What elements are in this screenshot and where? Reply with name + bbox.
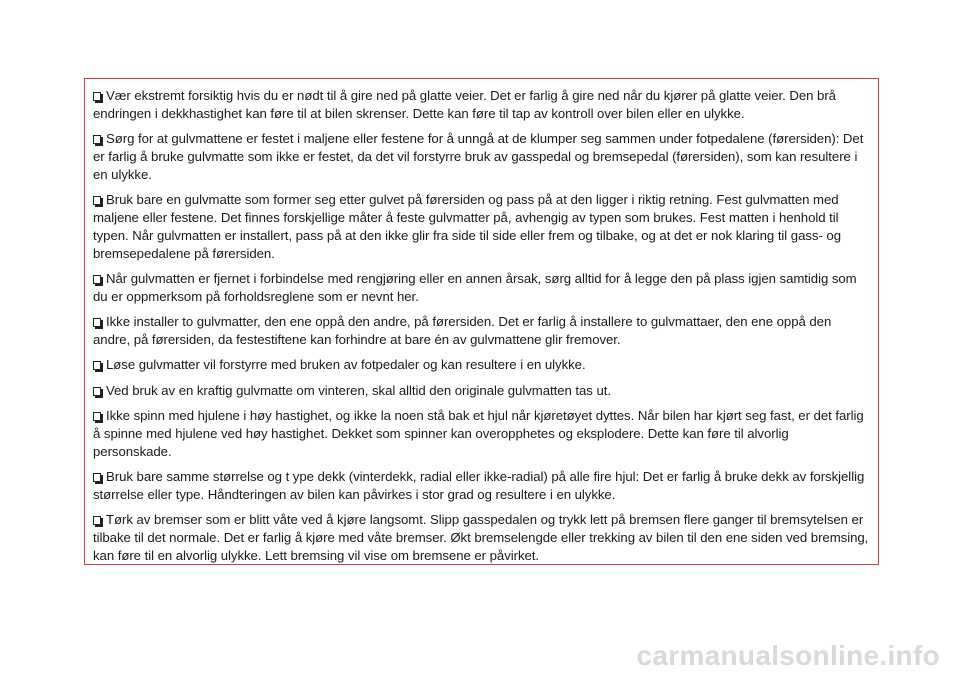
warning-item [93,130,870,183]
warning-item-text: Løse gulvmatter vil forstyrre med bruken av fotpedaler og kan resultere i en ulykke. [106,357,586,373]
checkbox-bullet-icon [93,275,101,284]
warning-item [93,382,870,400]
checkbox-bullet-icon [93,318,101,327]
checkbox-bullet-icon [93,361,101,370]
warning-item-text: Bruk bare en gulvmatte som former seg etter gulvet på førersiden og pass på at den ligger i riktig retning. Fest gulvmatten med maljene eller festene. Det finnes forskjellige måter å feste gulvmatter på, avhengig av typen som brukes. Fest matten i henhold til typen. Når gulvmatten er installert, pass på at den ikke glir fra side til side eller frem og tilbake, og at det er nok klaring til gass- og bremsepedalene på førersiden. [93,192,841,261]
warning-item [93,87,870,123]
warning-item-text: Sørg for at gulvmattene er festet i maljene eller festene for å unngå at de klumper seg sammen under fotpedalene (førersiden): Det er farlig å bruke gulvmatte som ikke er festet, da det vil forstyrre bruk av gasspedal og bremsepedal (førersiden), som kan resultere i en ulykke. [93,131,864,182]
checkbox-bullet-icon [93,473,101,482]
warning-item-text: Tørk av bremser som er blitt våte ved å kjøre langsomt. Slipp gasspedalen og trykk lett på bremsen flere ganger til bremsytelsen er tilbake til det normale. Det er farlig å kjøre med våte bremser. Økt bremselengde eller trekking av bilen til den ene siden ved bremsing, kan føre til en alvorlig ulykke. Lett bremsing vil vise om bremsene er påvirket. [93,512,869,563]
checkbox-bullet-icon [93,412,101,421]
warning-item-text: Vær ekstremt forsiktig hvis du er nødt til å gire ned på glatte veier. Det er farlig å gire ned når du kjører på glatte veier. Den brå endringen i dekkhastighet kan føre til at bilen skrenser. Dette kan føre til tap av kontroll over bilen eller en ulykke. [93,88,836,121]
warning-item [93,407,870,460]
checkbox-bullet-icon [93,387,101,396]
warning-item-text: Ved bruk av en kraftig gulvmatte om vinteren, skal alltid den originale gulvmatten tas ut. [106,382,611,398]
checkbox-bullet-icon [93,196,101,205]
warning-box [84,78,879,565]
warning-item [93,511,870,564]
watermark: carmanualsonline.info [636,640,940,671]
checkbox-bullet-icon [93,92,101,101]
warning-item [93,313,870,349]
warning-item [93,356,870,374]
warning-item [93,191,870,262]
warning-item [93,468,870,504]
warning-item [93,270,870,306]
warning-item-text: Når gulvmatten er fjernet i forbindelse med rengjøring eller en annen årsak, sørg alltid for å legge den på plass igjen samtidig som du er oppmerksom på forholdsreglene som er nevnt her. [93,270,857,304]
checkbox-bullet-icon [93,516,101,525]
warning-item-text: Ikke spinn med hjulene i høy hastighet, og ikke la noen stå bak et hjul når kjøretøyet dyttes. Når bilen har kjørt seg fast, er det farlig å spinne med hjulene ved høy hastighet. Dekket som spinner kan overopphetes og eksplodere. Dette kan føre til alvorlig personskade. [93,408,864,459]
warning-item-text: Ikke installer to gulvmatter, den ene oppå den andre, på førersiden. Det er farlig å installere to gulvmattaer, den ene oppå den andre, på førersiden, da festestiftene kan forhindre at bare én av gulvmattene glir fremover. [93,314,832,347]
checkbox-bullet-icon [93,135,101,144]
warning-item-text: Bruk bare samme størrelse og t ype dekk (vinterdekk, radial eller ikke-radial) på alle fire hjul: Det er farlig å bruke dekk av forskjellig størrelse eller type. Håndteringen av bilen kan påvirkes i stor grad og resultere i en ulykke. [93,469,865,502]
